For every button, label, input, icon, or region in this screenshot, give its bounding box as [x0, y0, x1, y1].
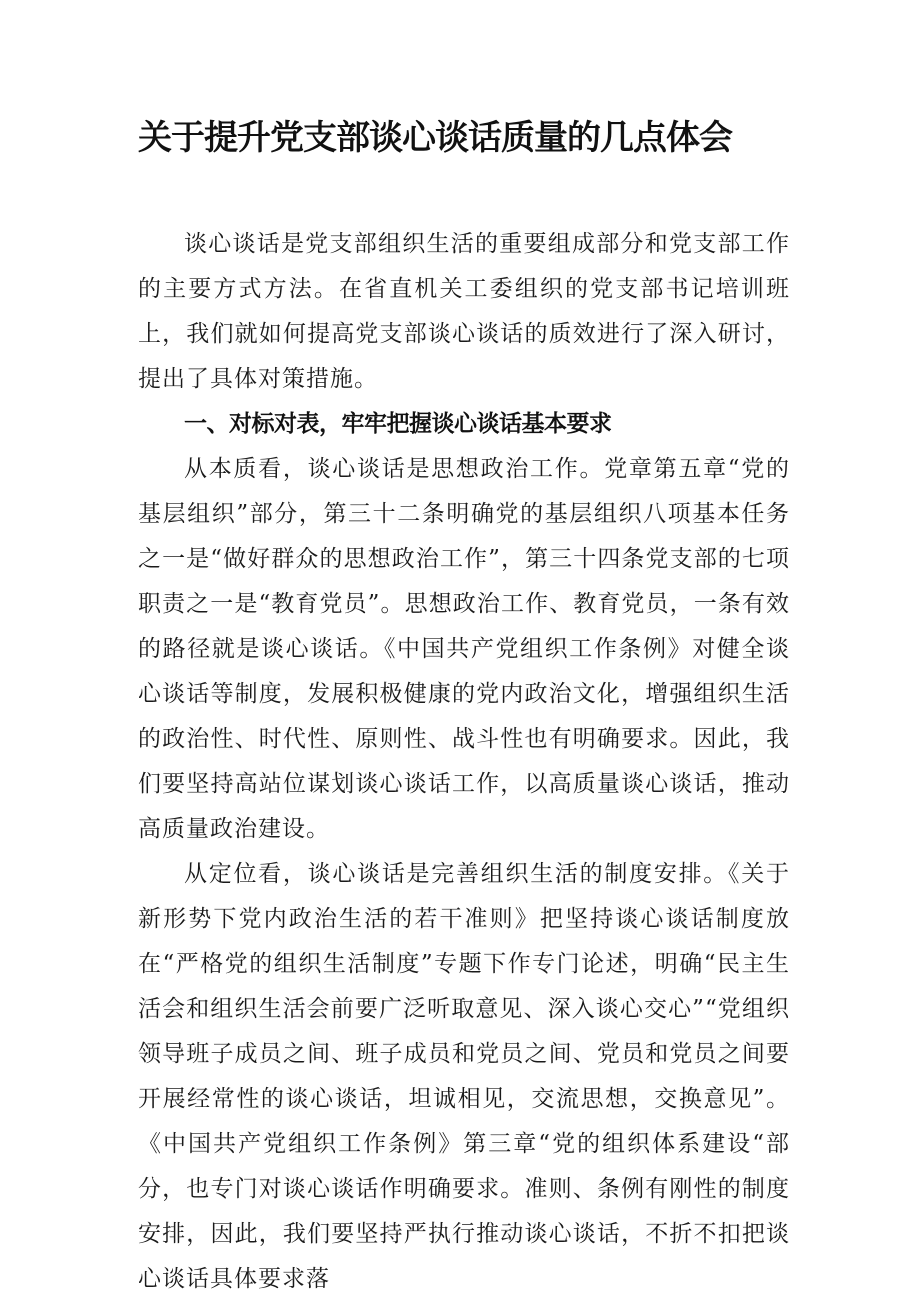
body-paragraph: 从定位看，谈心谈话是完善组织生活的制度安排。《关于新形势下党内政治生活的若干准则》把坚持谈心谈话制度放在“严格党的组织生活制度”专题下作专门论述，明确“民主生活会和组织生活会前要广泛听取意见、深入谈心交心”“党组织领导班子成员之间、班子成员和党员之间、党员和党员之间要开展经常性的谈心谈话，坦诚相见，交流思想，交换意见”。《中国共产党组织工作条例》第三章“党的组织体系建设“部分，也专门对谈心谈话作明确要求。准则、条例有刚性的制度安排，因此，我们要坚持严执行推动谈心谈话，不折不扣把谈心谈话具体要求落: [138, 861, 790, 1292]
document-title: 关于提升党支部谈心谈话质量的几点体会: [138, 118, 732, 158]
section-heading: 一、对标对表，牢牢把握谈心谈话基本要求: [184, 411, 612, 437]
body-paragraph: 从本质看，谈心谈话是思想政治工作。党章第五章“党的基层组织”部分，第三十二条明确党的基层组织八项基本任务之一是“做好群众的思想政治工作”，第三十四条党支部的七项职责之一是“教育党员”。思想政治工作、教育党员，一条有效的路径就是谈心谈话。《中国共产党组织工作条例》对健全谈心谈话等制度，发展积极健康的党内政治文化，增强组织生活的政治性、时代性、原则性、战斗性也有明确要求。因此，我们要坚持高站位谋划谈心谈话工作，以高质量谈心谈话，推动高质量政治建设。: [138, 456, 790, 842]
document-body: [138, 222, 790, 1302]
intro-paragraph: 谈心谈话是党支部组织生活的重要组成部分和党支部工作的主要方式方法。在省直机关工委组织的党支部书记培训班上，我们就如何提高党支部谈心谈话的质效进行了深入研讨，提出了具体对策措施。: [138, 231, 790, 392]
